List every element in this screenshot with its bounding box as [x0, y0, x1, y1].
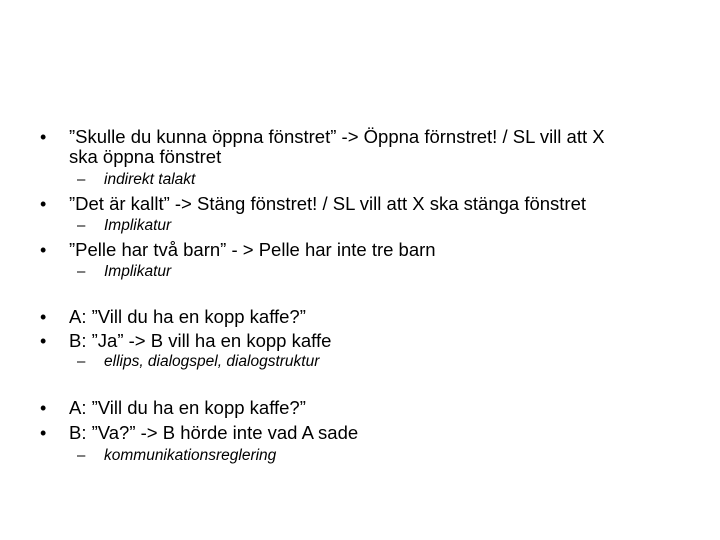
bullet-text-line: A: ”Vill du ha en kopp kaffe?”	[69, 306, 306, 327]
bullet-marker: •	[40, 398, 47, 418]
sub-text: kommunikationsreglering	[104, 447, 277, 464]
bullet-text-line: A: ”Vill du ha en kopp kaffe?”	[69, 397, 306, 418]
bullet-marker: •	[40, 240, 47, 260]
sub-marker: –	[77, 447, 86, 464]
sub-marker: –	[77, 217, 86, 234]
sub-text: ellips, dialogspel, dialogstruktur	[104, 353, 320, 370]
sub-text: indirekt talakt	[104, 171, 196, 188]
bullet-text-line: B: ”Ja” -> B vill ha en kopp kaffe	[69, 330, 332, 351]
bullet-text-line: ”Skulle du kunna öppna fönstret” -> Öppna förnstret! / SL vill att X	[69, 126, 605, 147]
sub-text: Implikatur	[104, 217, 172, 234]
bullet-marker: •	[40, 331, 47, 351]
bullet-marker: •	[40, 127, 47, 147]
sub-marker: –	[77, 353, 86, 370]
sub-marker: –	[77, 171, 86, 188]
bullet-marker: •	[40, 194, 47, 214]
bullet-text-line: B: ”Va?” -> B hörde inte vad A sade	[69, 422, 359, 443]
bullet-marker: •	[40, 423, 47, 443]
sub-marker: –	[77, 263, 86, 280]
bullet-text-line: ”Det är kallt” -> Stäng fönstret! / SL vill att X ska stänga fönstret	[69, 193, 587, 214]
bullet-marker: •	[40, 307, 47, 327]
bullet-text-line: ”Pelle har två barn” - > Pelle har inte tre barn	[69, 239, 436, 260]
bullet-text-line: ska öppna fönstret	[69, 146, 222, 167]
sub-text: Implikatur	[104, 263, 172, 280]
